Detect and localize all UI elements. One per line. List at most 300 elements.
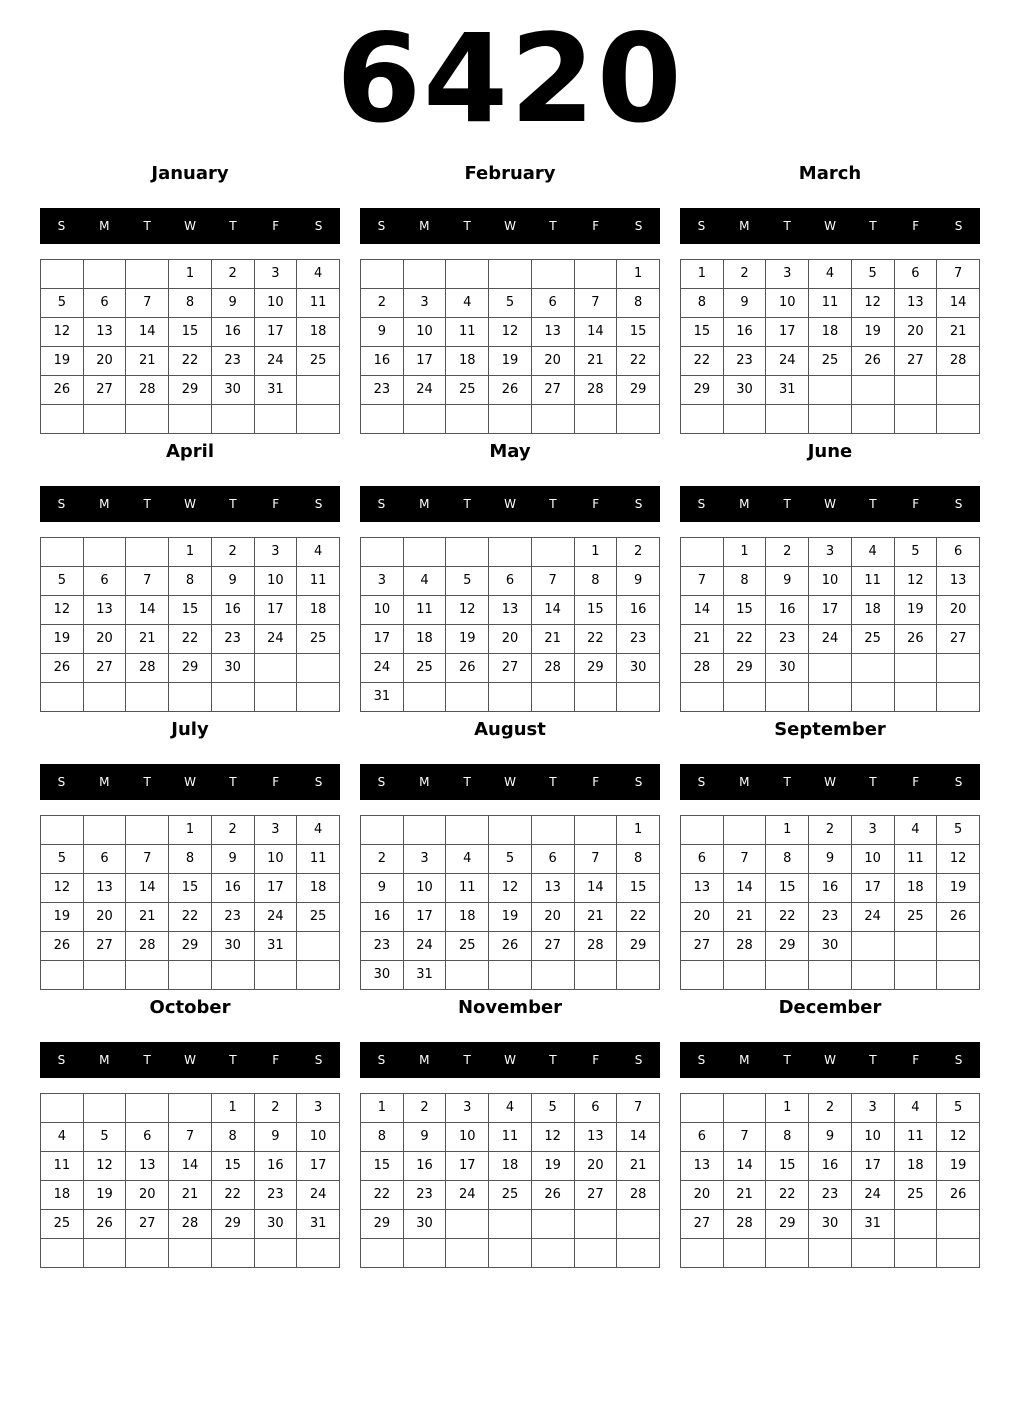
- day-cell: [681, 816, 724, 845]
- week-row: [41, 1094, 340, 1123]
- week-row: [681, 376, 980, 405]
- day-cell: 16: [361, 347, 404, 376]
- day-cell: 11: [489, 1123, 532, 1152]
- day-cell: 7: [126, 845, 169, 874]
- day-cell: 21: [169, 1181, 212, 1210]
- day-cell: [531, 816, 574, 845]
- weekday-label: F: [912, 775, 920, 789]
- weekday-label: W: [504, 775, 516, 789]
- day-cell: 2: [403, 1094, 446, 1123]
- calendar-year-title: 6420: [336, 8, 684, 150]
- day-cell: [254, 654, 297, 683]
- day-cell: 11: [894, 845, 937, 874]
- day-cell: 29: [169, 932, 212, 961]
- day-cell: 29: [574, 654, 617, 683]
- day-cell: 21: [617, 1152, 660, 1181]
- week-row: [41, 1181, 340, 1210]
- day-cell: 19: [937, 1152, 980, 1181]
- day-cell: [531, 1210, 574, 1239]
- week-row: [41, 596, 340, 625]
- day-cell: [126, 683, 169, 712]
- day-cell: 5: [531, 1094, 574, 1123]
- week-row: [41, 1239, 340, 1268]
- day-cell: 26: [41, 654, 84, 683]
- day-cell: 26: [851, 347, 894, 376]
- weekday-label: S: [697, 775, 706, 789]
- weekday-label: T: [783, 1053, 791, 1067]
- day-cell: 16: [211, 874, 254, 903]
- day-cell: 27: [83, 376, 126, 405]
- week-row: [361, 376, 660, 405]
- weekday-label: W: [184, 775, 196, 789]
- day-cell: 25: [297, 625, 340, 654]
- day-cell: 2: [723, 260, 766, 289]
- weekday-label: S: [954, 775, 963, 789]
- day-cell: 29: [617, 932, 660, 961]
- day-cell: 17: [254, 596, 297, 625]
- day-cell: [574, 816, 617, 845]
- day-grid: [40, 259, 340, 434]
- day-cell: 29: [169, 376, 212, 405]
- week-row: [681, 260, 980, 289]
- month-name: October: [149, 997, 231, 1018]
- weekday-label: S: [377, 497, 386, 511]
- day-grid: [680, 1093, 980, 1268]
- day-cell: 3: [297, 1094, 340, 1123]
- day-cell: [809, 961, 852, 990]
- day-cell: 22: [617, 347, 660, 376]
- day-cell: [766, 405, 809, 434]
- day-cell: 18: [297, 874, 340, 903]
- day-cell: [41, 1239, 84, 1268]
- day-cell: 23: [403, 1181, 446, 1210]
- day-cell: 29: [766, 1210, 809, 1239]
- weekday-label: T: [229, 219, 237, 233]
- day-cell: [446, 405, 489, 434]
- week-row: [681, 596, 980, 625]
- day-cell: 6: [531, 289, 574, 318]
- day-cell: [894, 683, 937, 712]
- day-cell: [126, 260, 169, 289]
- day-cell: 1: [169, 538, 212, 567]
- weekday-label: T: [463, 497, 471, 511]
- week-row: [681, 625, 980, 654]
- day-cell: 25: [446, 376, 489, 405]
- day-cell: [446, 683, 489, 712]
- week-row: [41, 318, 340, 347]
- day-cell: 7: [531, 567, 574, 596]
- day-cell: 10: [254, 289, 297, 318]
- day-cell: 27: [681, 932, 724, 961]
- day-cell: 11: [297, 845, 340, 874]
- weekday-header: [360, 1042, 660, 1078]
- day-cell: [723, 683, 766, 712]
- day-cell: 7: [723, 1123, 766, 1152]
- day-cell: 24: [446, 1181, 489, 1210]
- weekday-label: S: [377, 219, 386, 233]
- day-cell: 8: [766, 1123, 809, 1152]
- week-row: [681, 1094, 980, 1123]
- day-cell: 22: [766, 1181, 809, 1210]
- day-cell: 24: [254, 903, 297, 932]
- day-cell: [574, 1210, 617, 1239]
- day-cell: 7: [937, 260, 980, 289]
- day-cell: 16: [254, 1152, 297, 1181]
- month-name: February: [464, 163, 556, 184]
- weekday-header: [680, 764, 980, 800]
- day-cell: 9: [617, 567, 660, 596]
- day-cell: 15: [617, 874, 660, 903]
- day-cell: 28: [574, 376, 617, 405]
- weekday-label: T: [143, 775, 151, 789]
- day-cell: 3: [446, 1094, 489, 1123]
- day-cell: 24: [809, 625, 852, 654]
- day-cell: 21: [531, 625, 574, 654]
- day-cell: 9: [809, 845, 852, 874]
- day-cell: 14: [126, 874, 169, 903]
- day-cell: [574, 683, 617, 712]
- day-cell: 21: [126, 903, 169, 932]
- weekday-label: T: [143, 1053, 151, 1067]
- day-cell: 22: [169, 347, 212, 376]
- week-row: [41, 961, 340, 990]
- day-cell: 18: [809, 318, 852, 347]
- week-row: [41, 816, 340, 845]
- week-row: [681, 903, 980, 932]
- day-cell: 11: [446, 318, 489, 347]
- week-row: [41, 683, 340, 712]
- weekday-label: T: [463, 219, 471, 233]
- day-cell: 2: [211, 538, 254, 567]
- day-cell: 8: [681, 289, 724, 318]
- weekday-label: S: [314, 775, 323, 789]
- weekday-label: M: [739, 497, 750, 511]
- day-cell: 15: [169, 596, 212, 625]
- day-cell: 6: [937, 538, 980, 567]
- day-cell: 27: [489, 654, 532, 683]
- day-cell: 7: [723, 845, 766, 874]
- day-cell: 19: [894, 596, 937, 625]
- week-row: [361, 260, 660, 289]
- week-row: [681, 1152, 980, 1181]
- day-cell: 12: [41, 596, 84, 625]
- day-cell: 1: [361, 1094, 404, 1123]
- day-cell: [297, 405, 340, 434]
- day-cell: 20: [83, 347, 126, 376]
- day-cell: 24: [851, 903, 894, 932]
- day-cell: 15: [211, 1152, 254, 1181]
- day-cell: 8: [723, 567, 766, 596]
- day-cell: 31: [254, 376, 297, 405]
- weekday-label: S: [634, 219, 643, 233]
- day-cell: 8: [211, 1123, 254, 1152]
- day-cell: 6: [894, 260, 937, 289]
- week-row: [41, 845, 340, 874]
- week-row: [681, 1123, 980, 1152]
- day-cell: [489, 816, 532, 845]
- day-cell: 22: [723, 625, 766, 654]
- day-grid: [360, 259, 660, 434]
- day-cell: 8: [169, 567, 212, 596]
- day-cell: [851, 932, 894, 961]
- day-cell: 4: [446, 845, 489, 874]
- day-cell: 6: [83, 289, 126, 318]
- day-cell: 31: [254, 932, 297, 961]
- day-cell: 10: [446, 1123, 489, 1152]
- day-cell: 21: [681, 625, 724, 654]
- day-grid: [40, 537, 340, 712]
- day-cell: 12: [41, 874, 84, 903]
- day-cell: [489, 961, 532, 990]
- day-cell: 12: [489, 318, 532, 347]
- day-cell: [894, 932, 937, 961]
- day-cell: 25: [41, 1210, 84, 1239]
- day-cell: 25: [809, 347, 852, 376]
- weekday-label: M: [99, 1053, 110, 1067]
- day-cell: 7: [126, 567, 169, 596]
- day-cell: 12: [446, 596, 489, 625]
- day-cell: 10: [851, 1123, 894, 1152]
- day-cell: 28: [937, 347, 980, 376]
- day-cell: 10: [403, 318, 446, 347]
- day-cell: [851, 961, 894, 990]
- day-cell: 16: [723, 318, 766, 347]
- day-cell: 7: [574, 845, 617, 874]
- day-cell: [937, 961, 980, 990]
- day-cell: [41, 405, 84, 434]
- day-cell: 8: [617, 289, 660, 318]
- day-cell: 23: [723, 347, 766, 376]
- day-cell: 12: [489, 874, 532, 903]
- day-cell: 9: [361, 318, 404, 347]
- day-cell: [297, 654, 340, 683]
- month-name: September: [774, 719, 886, 740]
- month-name: November: [457, 997, 563, 1018]
- day-cell: 22: [361, 1181, 404, 1210]
- day-cell: [126, 1094, 169, 1123]
- day-cell: 30: [211, 654, 254, 683]
- day-cell: 18: [851, 596, 894, 625]
- day-cell: 29: [766, 932, 809, 961]
- day-cell: 16: [766, 596, 809, 625]
- day-cell: [894, 654, 937, 683]
- day-cell: 31: [766, 376, 809, 405]
- day-cell: 31: [403, 961, 446, 990]
- day-cell: 13: [894, 289, 937, 318]
- day-cell: 13: [83, 318, 126, 347]
- week-row: [361, 405, 660, 434]
- day-cell: [574, 1239, 617, 1268]
- week-row: [41, 903, 340, 932]
- weekday-label: F: [912, 1053, 920, 1067]
- day-cell: [937, 932, 980, 961]
- weekday-header: [40, 486, 340, 522]
- day-cell: [723, 1239, 766, 1268]
- day-cell: 21: [126, 625, 169, 654]
- day-cell: 15: [574, 596, 617, 625]
- day-grid: [360, 1093, 660, 1268]
- month-name: May: [489, 441, 531, 462]
- day-cell: [489, 1210, 532, 1239]
- day-cell: 7: [681, 567, 724, 596]
- day-cell: [254, 1239, 297, 1268]
- weekday-label: W: [184, 1053, 196, 1067]
- day-cell: 10: [254, 567, 297, 596]
- day-cell: [169, 683, 212, 712]
- weekday-label: F: [592, 219, 600, 233]
- week-row: [681, 683, 980, 712]
- day-cell: 15: [766, 1152, 809, 1181]
- day-cell: 7: [617, 1094, 660, 1123]
- day-cell: 4: [41, 1123, 84, 1152]
- day-cell: 9: [723, 289, 766, 318]
- day-cell: 15: [617, 318, 660, 347]
- weekday-label: F: [592, 1053, 600, 1067]
- day-cell: [446, 1239, 489, 1268]
- week-row: [361, 961, 660, 990]
- day-cell: 4: [489, 1094, 532, 1123]
- day-cell: 21: [126, 347, 169, 376]
- day-cell: 16: [403, 1152, 446, 1181]
- weekday-label: F: [272, 497, 280, 511]
- weekday-label: M: [99, 775, 110, 789]
- day-cell: [851, 1239, 894, 1268]
- day-cell: 26: [894, 625, 937, 654]
- day-cell: 10: [766, 289, 809, 318]
- weekday-label: S: [697, 497, 706, 511]
- day-cell: [574, 260, 617, 289]
- day-cell: [681, 1094, 724, 1123]
- day-cell: 13: [574, 1123, 617, 1152]
- day-cell: [83, 683, 126, 712]
- day-cell: 10: [403, 874, 446, 903]
- weekday-label: M: [419, 219, 430, 233]
- day-cell: [809, 405, 852, 434]
- week-row: [41, 376, 340, 405]
- day-cell: [126, 538, 169, 567]
- week-row: [681, 567, 980, 596]
- day-cell: [83, 405, 126, 434]
- day-cell: 12: [41, 318, 84, 347]
- day-cell: 28: [126, 376, 169, 405]
- day-cell: 14: [531, 596, 574, 625]
- week-row: [361, 318, 660, 347]
- day-cell: 9: [254, 1123, 297, 1152]
- day-cell: 18: [297, 318, 340, 347]
- day-cell: 5: [41, 845, 84, 874]
- day-cell: 9: [211, 845, 254, 874]
- day-cell: 7: [169, 1123, 212, 1152]
- day-cell: 19: [531, 1152, 574, 1181]
- day-cell: 3: [403, 845, 446, 874]
- day-cell: 5: [83, 1123, 126, 1152]
- day-cell: 2: [211, 260, 254, 289]
- day-cell: 27: [126, 1210, 169, 1239]
- day-cell: [254, 961, 297, 990]
- day-cell: 17: [446, 1152, 489, 1181]
- day-cell: [531, 405, 574, 434]
- week-row: [681, 1181, 980, 1210]
- day-cell: [574, 405, 617, 434]
- day-cell: 13: [531, 318, 574, 347]
- weekday-label: S: [954, 219, 963, 233]
- week-row: [681, 289, 980, 318]
- day-cell: [766, 961, 809, 990]
- day-cell: 18: [894, 874, 937, 903]
- day-cell: 17: [766, 318, 809, 347]
- day-cell: 8: [574, 567, 617, 596]
- weekday-label: M: [739, 219, 750, 233]
- day-cell: [937, 1210, 980, 1239]
- day-cell: 20: [894, 318, 937, 347]
- day-cell: [894, 961, 937, 990]
- day-cell: 9: [211, 567, 254, 596]
- week-row: [361, 567, 660, 596]
- weekday-label: M: [419, 497, 430, 511]
- day-cell: 13: [489, 596, 532, 625]
- day-cell: 15: [766, 874, 809, 903]
- day-cell: 2: [617, 538, 660, 567]
- day-cell: 2: [809, 816, 852, 845]
- day-cell: 2: [809, 1094, 852, 1123]
- weekday-header: [680, 1042, 980, 1078]
- weekday-label: M: [99, 497, 110, 511]
- day-cell: 26: [41, 376, 84, 405]
- week-row: [361, 845, 660, 874]
- day-cell: 30: [361, 961, 404, 990]
- weekday-label: S: [57, 1053, 66, 1067]
- day-cell: 21: [574, 347, 617, 376]
- day-cell: [851, 683, 894, 712]
- day-cell: 23: [766, 625, 809, 654]
- day-cell: [169, 961, 212, 990]
- day-cell: [766, 683, 809, 712]
- day-cell: 14: [169, 1152, 212, 1181]
- day-cell: 29: [361, 1210, 404, 1239]
- day-cell: 9: [766, 567, 809, 596]
- day-cell: [766, 1239, 809, 1268]
- day-cell: 11: [446, 874, 489, 903]
- day-cell: 16: [211, 596, 254, 625]
- day-cell: 27: [681, 1210, 724, 1239]
- day-cell: 9: [361, 874, 404, 903]
- day-cell: [254, 683, 297, 712]
- day-cell: 20: [83, 903, 126, 932]
- weekday-header: [680, 208, 980, 244]
- day-cell: 24: [361, 654, 404, 683]
- weekday-label: S: [57, 775, 66, 789]
- week-row: [361, 1239, 660, 1268]
- weekday-label: M: [739, 1053, 750, 1067]
- day-cell: 28: [126, 654, 169, 683]
- day-cell: 1: [617, 260, 660, 289]
- day-cell: 26: [489, 376, 532, 405]
- weekday-label: W: [504, 1053, 516, 1067]
- weekday-label: F: [272, 219, 280, 233]
- day-cell: 25: [403, 654, 446, 683]
- day-cell: 15: [169, 874, 212, 903]
- day-cell: 5: [851, 260, 894, 289]
- day-cell: 31: [851, 1210, 894, 1239]
- day-cell: [297, 683, 340, 712]
- day-cell: [489, 1239, 532, 1268]
- day-cell: 5: [41, 289, 84, 318]
- weekday-label: S: [314, 1053, 323, 1067]
- week-row: [681, 538, 980, 567]
- day-cell: [681, 538, 724, 567]
- day-cell: 21: [723, 1181, 766, 1210]
- day-cell: [446, 961, 489, 990]
